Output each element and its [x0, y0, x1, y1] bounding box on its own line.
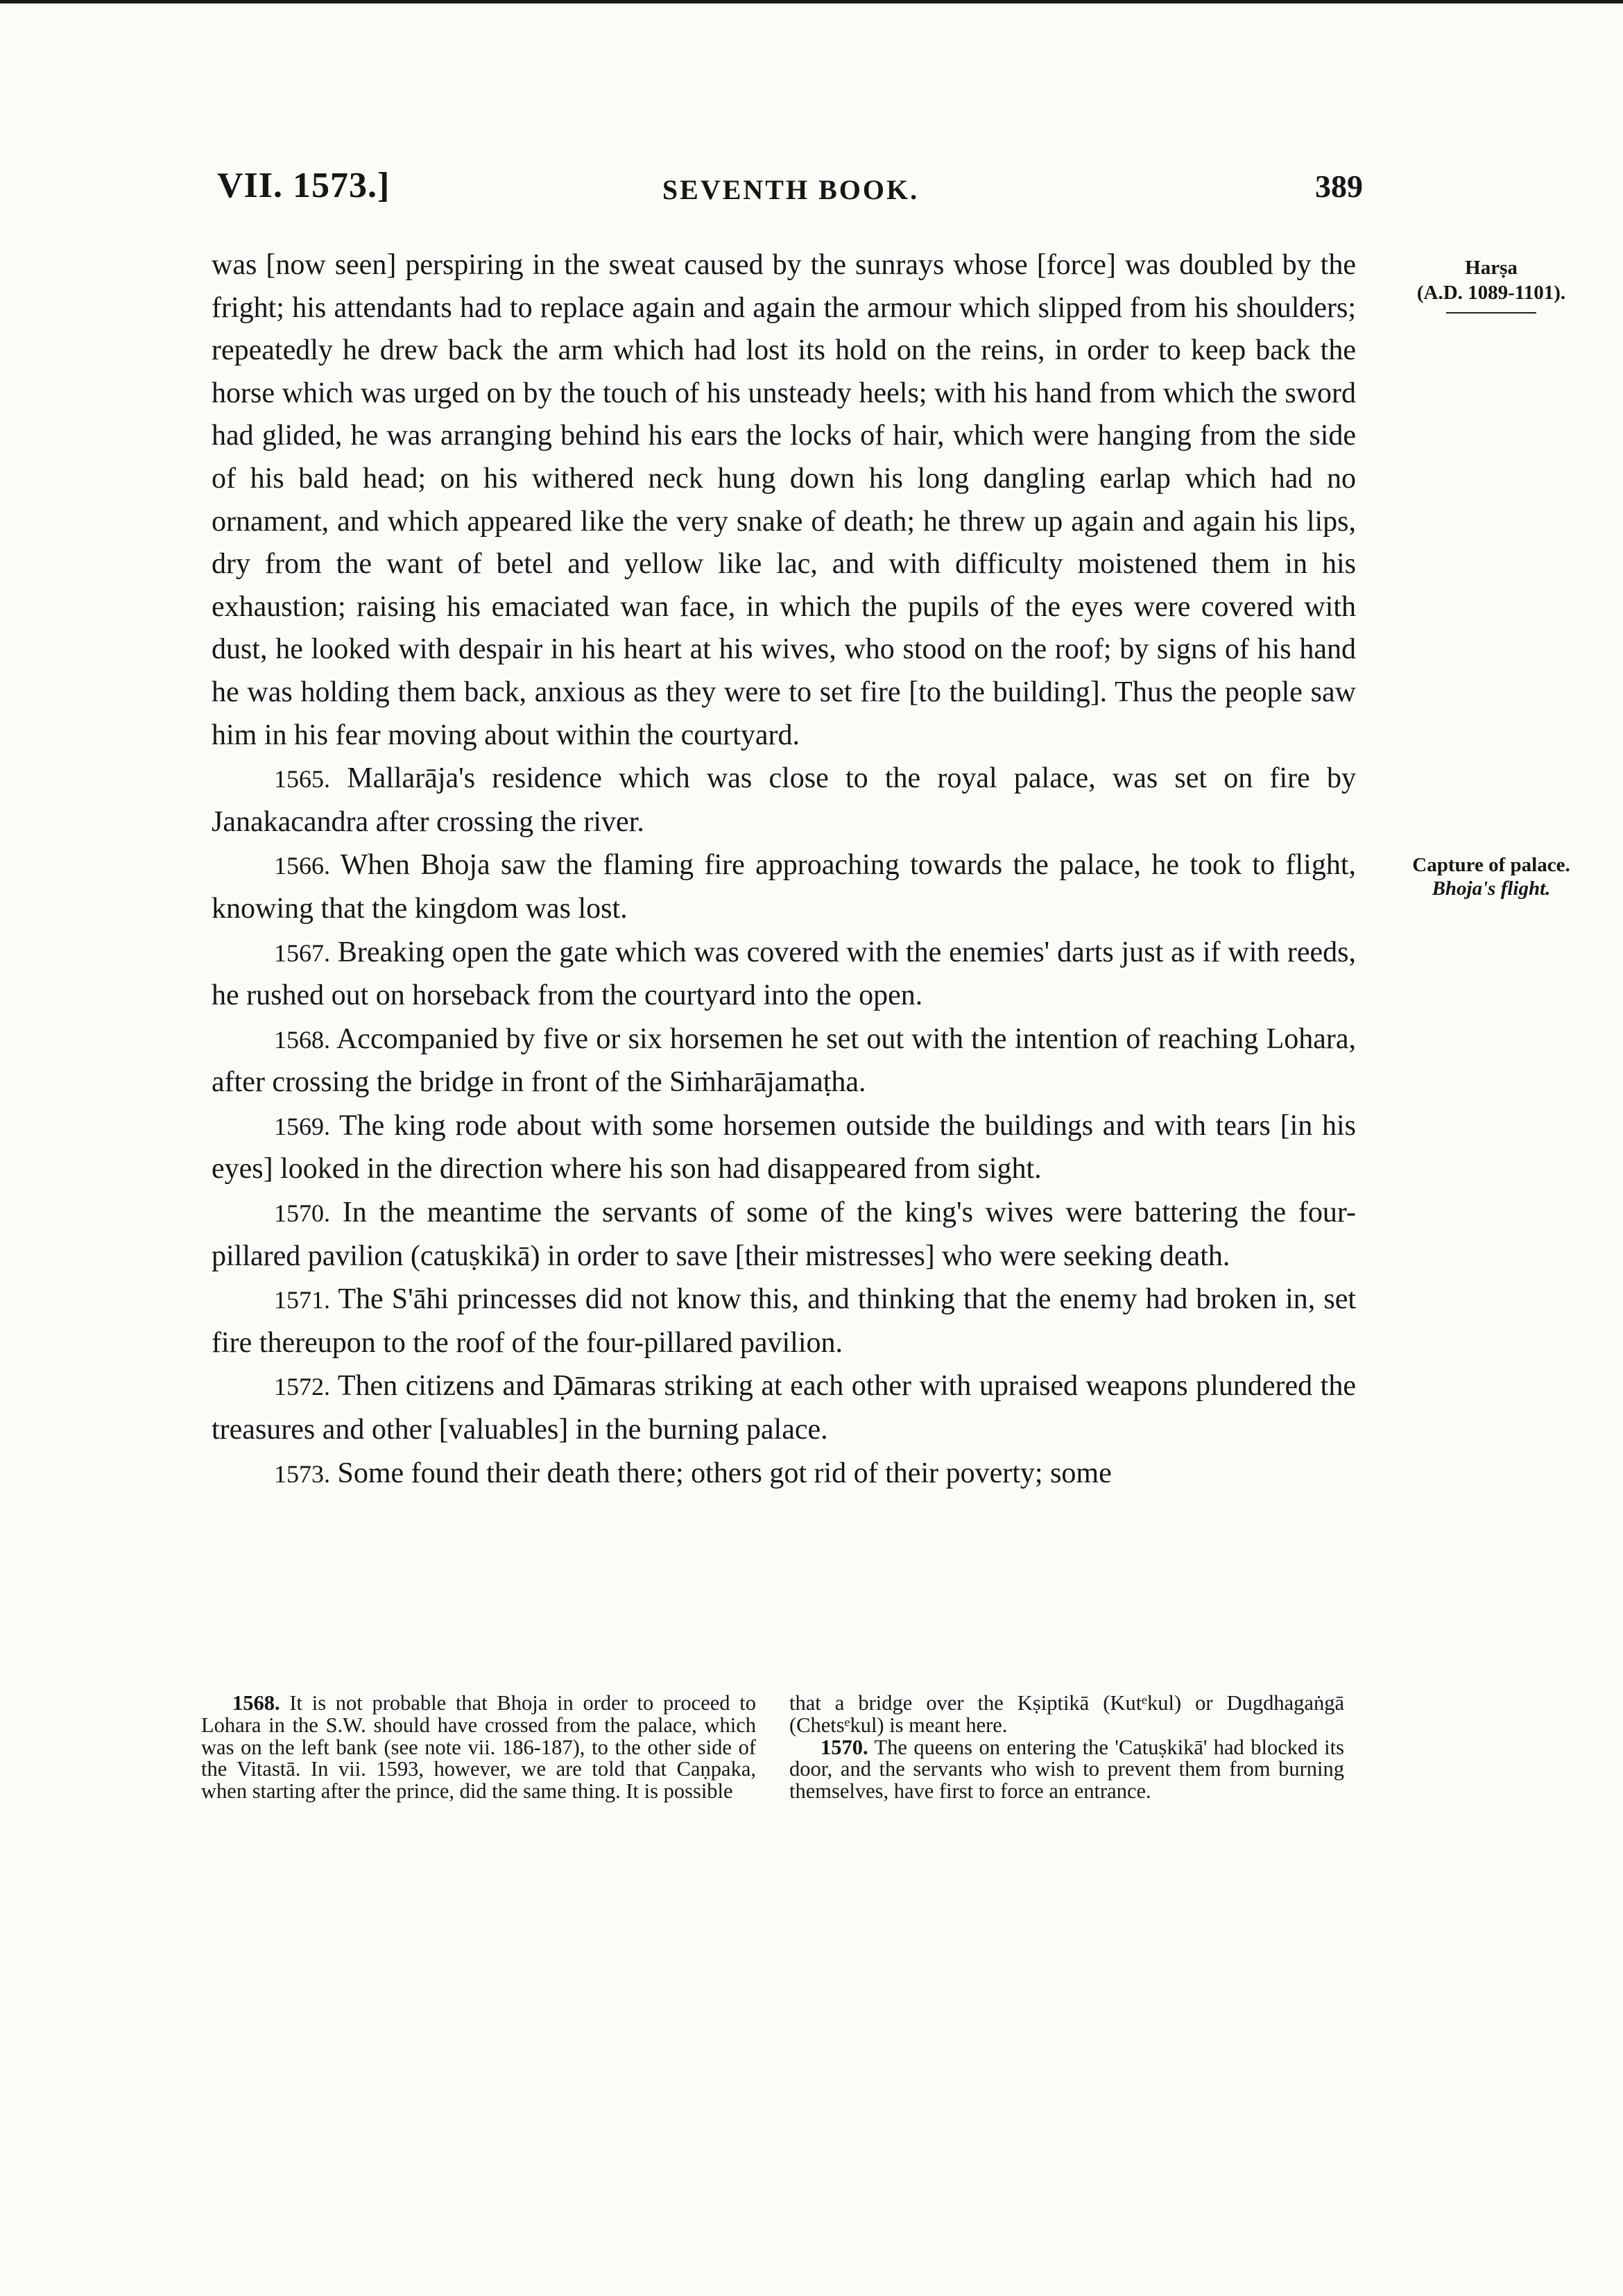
footnote-number: 1570.: [821, 1735, 868, 1759]
verse-number: 1569.: [274, 1112, 330, 1140]
footnote-column-right: [789, 1693, 1344, 1803]
margin-capture-sub: Bhoja's flight.: [1432, 877, 1551, 900]
verse-1568: [212, 1018, 1356, 1104]
verse-number: 1568.: [274, 1025, 330, 1054]
page-number: 389: [1315, 169, 1363, 204]
verse-text: In the meantime the servants of some of the king's wives were battering the four-pillared pavilion (catuṣkikā) in order to save [their mistresses] who were seeking death.: [212, 1197, 1357, 1272]
intro-paragraph: was [now seen] perspiring in the sweat caused by the sunrays whose [force] was doubled by the fright; his attendants had to replace again and again the armour which slipped from his shoulders; repeatedly he drew back the arm which had lost its hold on the reins, in order to keep back the horse which was urged on by the touch of his unsteady heels; with his hand from which the sword had glided, he was arranging behind his ears the locks of hair, which were hanging from the side of his bald head; on his withered neck hung down his long dangling earlap which had no ornament, and which appeared like the very snake of death; he threw up again and again his lips, dry from the want of betel and yellow like lac, and with difficulty moistened them in his exhaustion; raising his emaciated wan face, in which the pupils of the eyes were covered with dust, he looked with despair in his heart at his wives, who stood on the roof; by signs of his hand he was holding them back, anxious as they were to set fire [to the building]. Thus the people saw him in his fear moving about within the courtyard.: [212, 249, 1356, 751]
verse-number: 1565.: [274, 765, 330, 794]
margin-reign-name: Harṣa: [1465, 257, 1518, 279]
verse-number: 1570.: [274, 1199, 330, 1228]
footnote-1568-continued: that a bridge over the Kṣiptikā (Kutᵉkul) or Dugdhagaṅgā (Chetsᵉkul) is meant here.: [789, 1691, 1344, 1737]
running-head-title: SEVENTH BOOK.: [662, 174, 920, 205]
verse-1572: [212, 1365, 1356, 1451]
verse-1566: [212, 844, 1356, 930]
verse-text: Then citizens and Ḍāmaras striking at each other with upraised weapons plundered the treasures and other [valuables] in the burning palace.: [212, 1370, 1356, 1446]
verse-number: 1572.: [274, 1373, 330, 1401]
page-header: [212, 165, 1370, 214]
margin-reign-years: (A.D. 1089-1101).: [1416, 282, 1566, 304]
margin-capture-title: Capture of palace.: [1412, 854, 1570, 876]
verse-text: The king rode about with some horsemen outside the buildings and with tears [in his eyes] looked in the direction where his son had disappeared from sight.: [212, 1109, 1356, 1185]
margin-rule: [1446, 312, 1536, 314]
verse-1573: [212, 1453, 1356, 1496]
footnote-1570: [789, 1737, 1344, 1803]
verse-number: 1573.: [274, 1459, 330, 1488]
footnote-text: It is not probable that Bhoja in order to proceed to Lohara in the S.W. should have crossed from the palace, which was on the left bank (see note vii. 186-187), to the other side of the Vitastā. In vii. 1593, however, we are told that Caṇpaka, when starting after the prince, did the same thing. It is possible: [201, 1691, 756, 1804]
verse-text: The S'āhi princesses did not know this, and thinking that the enemy had broken in, set fire thereupon to the roof of the four-pillared pavilion.: [212, 1283, 1356, 1359]
verse-1569: [212, 1105, 1356, 1191]
footnote-number: 1568.: [232, 1691, 280, 1715]
verse-number: 1571.: [274, 1286, 330, 1314]
verse-number: 1567.: [274, 939, 330, 967]
top-border-line: [0, 0, 1623, 3]
main-text: [212, 244, 1356, 1496]
footnote-text: The queens on entering the 'Catuṣkikā' had blocked its door, and the servants who wish to prevent them from burning themselves, have first to force an entrance.: [789, 1735, 1345, 1804]
margin-capture-note: [1387, 853, 1595, 900]
verse-text: Some found their death there; others got rid of their poverty; some: [337, 1457, 1112, 1489]
verse-text: Mallarāja's residence which was close to the royal palace, was set on fire by Janakacandra after crossing the river.: [212, 762, 1357, 838]
verse-1565: [212, 757, 1356, 843]
verse-number: 1566.: [274, 852, 330, 880]
margin-reign-note: [1387, 255, 1595, 314]
running-head-section: VII. 1573.]: [217, 166, 390, 205]
verse-text: Breaking open the gate which was covered with the enemies' darts just as if with reeds, he rushed out on horseback from the courtyard into the open.: [212, 936, 1356, 1012]
verse-1567: [212, 932, 1356, 1018]
verse-text: Accompanied by five or six horsemen he set out with the intention of reaching Lohara, after crossing the bridge in front of the Siṁharājamaṭha.: [212, 1022, 1356, 1099]
verse-1570: [212, 1192, 1356, 1278]
verse-1571: [212, 1278, 1356, 1364]
verse-text: When Bhoja saw the flaming fire approaching towards the palace, he took to flight, knowing that the kingdom was lost.: [212, 849, 1356, 925]
footnote-column-left: [201, 1693, 756, 1803]
footnote-1568: [201, 1693, 756, 1803]
